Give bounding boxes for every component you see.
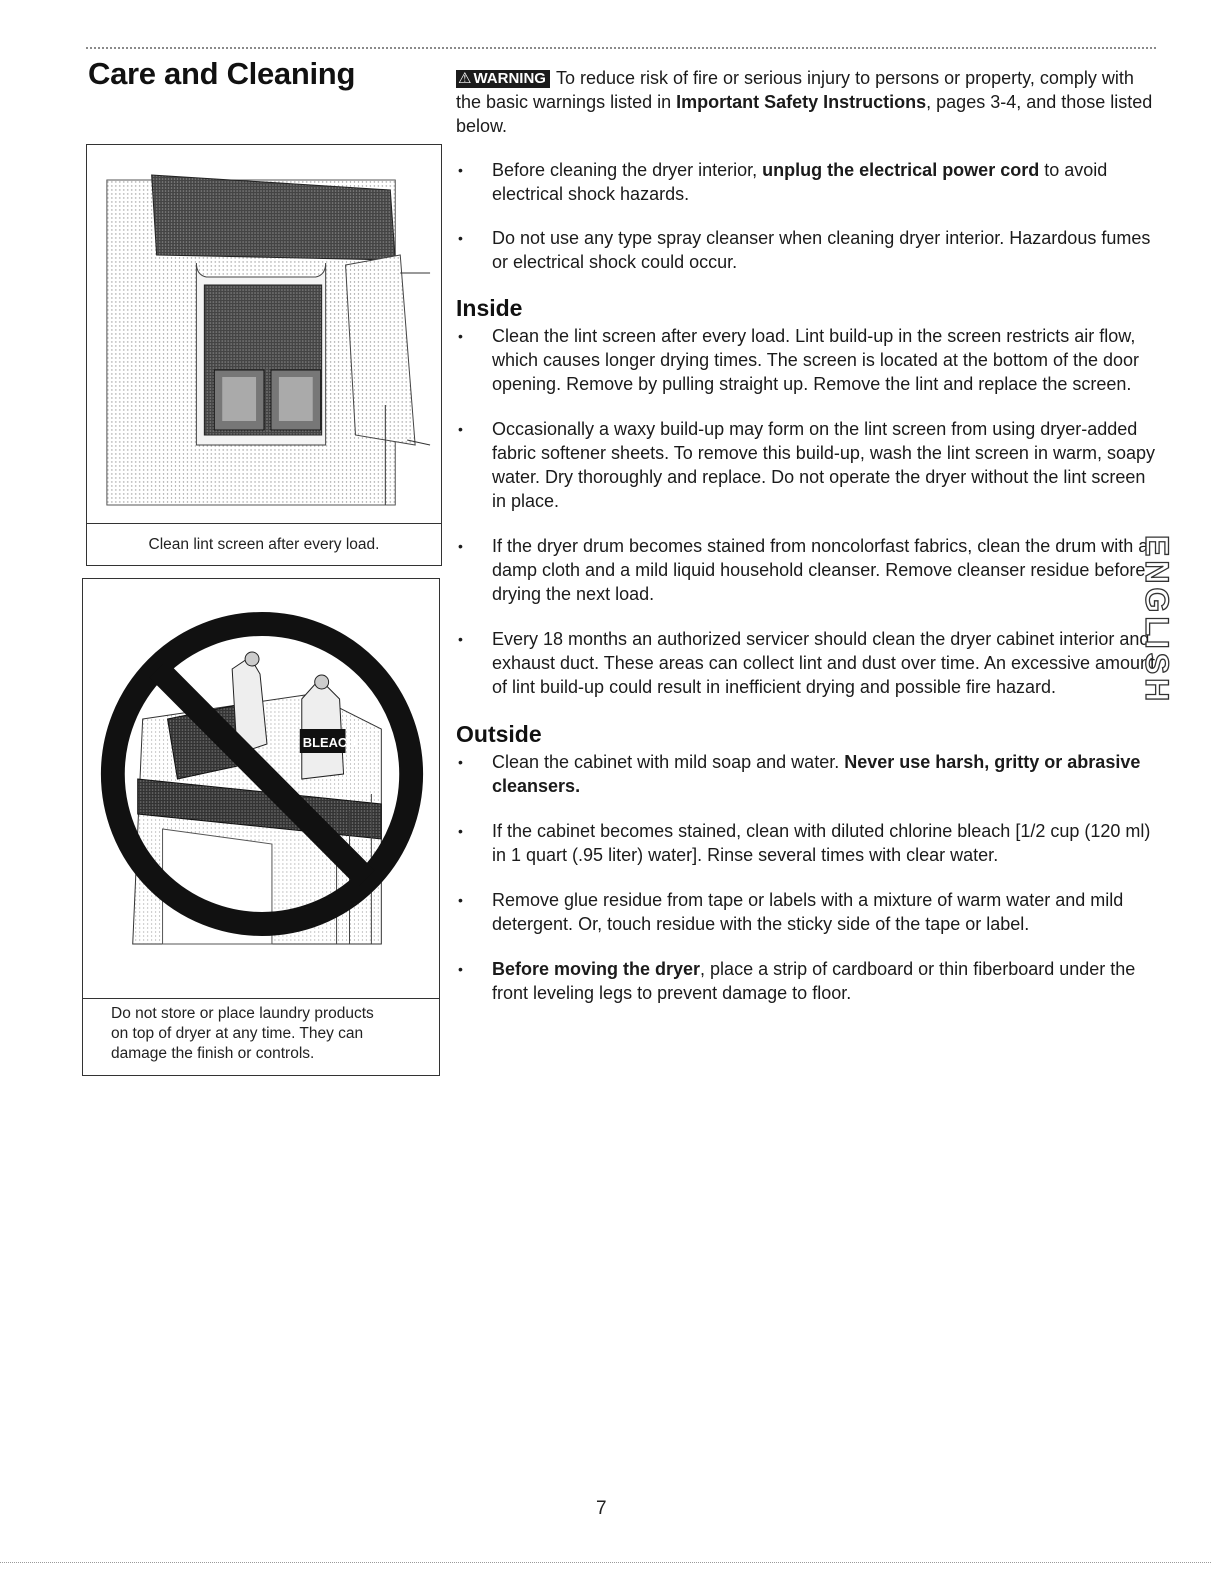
- list-item: • Before moving the dryer, place a strip of cardboard or thin fiberboard under the front leveling legs to prevent damage to floor.: [456, 957, 1156, 1005]
- figure-caption: [83, 998, 439, 1075]
- no-products-on-dryer-illustration: [83, 579, 439, 999]
- list-item: • Do not use any type spray cleanser when cleaning dryer interior. Hazardous fumes or electrical shock could occur.: [456, 226, 1156, 274]
- caption-line: Do not store or place laundry products: [111, 1005, 374, 1022]
- inside-list: [456, 324, 1156, 699]
- list-item: • Before cleaning the dryer interior, unplug the electrical power cord to avoid electrical shock hazards.: [456, 158, 1156, 206]
- list-item: • Clean the cabinet with mild soap and water. Never use harsh, gritty or abrasive cleansers.: [456, 750, 1156, 798]
- page-number: 7: [596, 1498, 607, 1519]
- caption-line: Clean lint screen after every load.: [148, 536, 380, 553]
- list-item: • Occasionally a waxy build-up may form on the lint screen from using dryer-added fabric softener sheets. To remove this build-up, wash the lint screen in warm, soapy water. Dry thoroughly and replace. Do not operate the dryer without the lint screen in place.: [456, 417, 1156, 513]
- language-tab: ENGLISH: [1139, 535, 1175, 706]
- warning-list: [456, 158, 1156, 274]
- figure-caption: [87, 523, 441, 565]
- section-heading-inside: Inside: [456, 295, 523, 321]
- bottom-rule: [0, 1562, 1211, 1563]
- no-laundry-products-figure: [82, 578, 440, 1076]
- list-item: • Remove glue residue from tape or labels with a mixture of warm water and mild detergent. Or, touch residue with the sticky side of the tape or label.: [456, 888, 1156, 936]
- top-rule: [86, 47, 1156, 49]
- outside-list: [456, 750, 1156, 1005]
- page-title: Care and Cleaning: [88, 56, 356, 91]
- dryer-door-lint-screen-illustration: [87, 145, 441, 523]
- list-item: • If the dryer drum becomes stained from noncolorfast fabrics, clean the drum with a damp cloth and a mild liquid household cleanser. Remove cleanser residue before drying the next load.: [456, 534, 1156, 606]
- bottle-label: BLEACH: [302, 734, 357, 751]
- section-heading-outside: Outside: [456, 721, 542, 747]
- warning-badge: ⚠ WARNING: [456, 70, 550, 88]
- caption-line: damage the finish or controls.: [111, 1045, 315, 1062]
- caption-line: on top of dryer at any time. They can: [111, 1025, 364, 1042]
- lint-screen-figure: [86, 144, 442, 566]
- warning-statement: ⚠ WARNING To reduce risk of fire or serious injury to persons or property, comply with the basic warnings listed in Important Safety Instructions, pages 3-4, and those listed below.: [456, 68, 1153, 136]
- warning-triangle-icon: ⚠: [458, 70, 472, 87]
- list-item: • If the cabinet becomes stained, clean with diluted chlorine bleach [1/2 cup (120 ml) in 1 quart (.95 liter) water]. Rinse several times with clear water.: [456, 819, 1156, 867]
- care-instructions: [456, 66, 1156, 1026]
- list-item: • Every 18 months an authorized servicer should clean the dryer cabinet interior and exhaust duct. These areas can collect lint and dust over time. An excessive amount of lint build-up could result in inefficient drying and possible fire hazard.: [456, 627, 1156, 699]
- list-item: • Clean the lint screen after every load. Lint build-up in the screen restricts air flow, which causes longer drying times. The screen is located at the bottom of the door opening. Remove by pulling straight up. Remove the lint and replace the screen.: [456, 324, 1156, 396]
